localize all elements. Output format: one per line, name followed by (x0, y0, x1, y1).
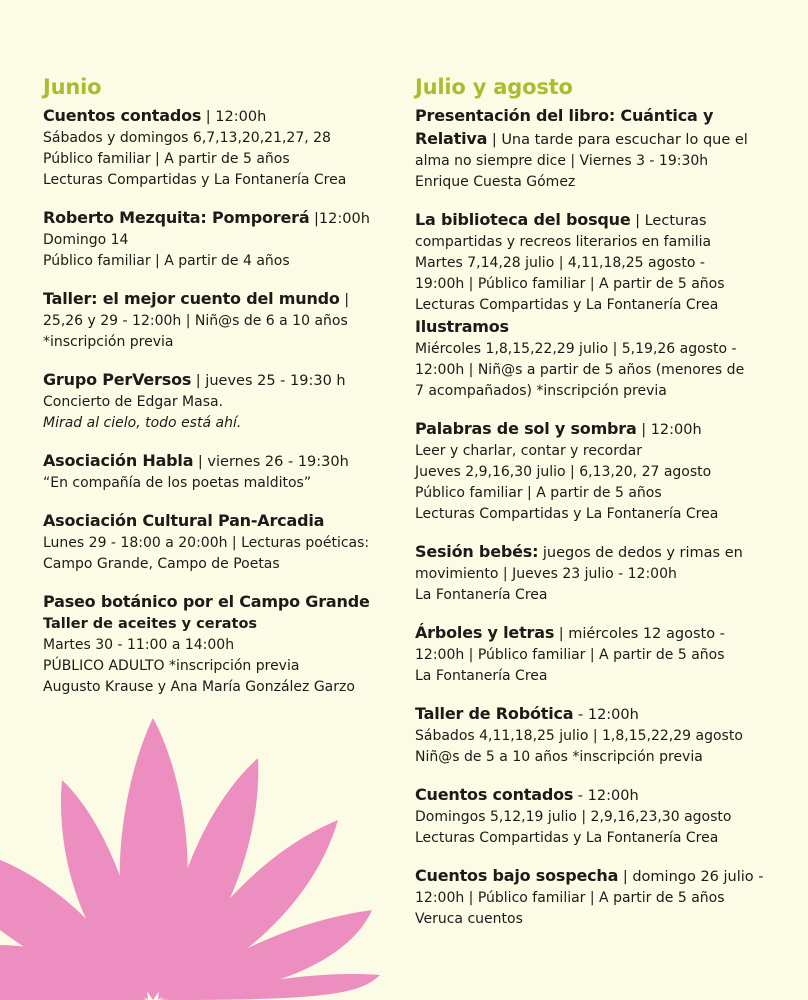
june-heading: Junio (43, 75, 102, 99)
event-line: Martes 7,14,28 julio | 4,11,18,25 agosto - (415, 255, 705, 271)
event-summer-3 (415, 418, 785, 525)
event-title: Asociación Cultural Pan-Arcadia (43, 511, 325, 530)
event-line: Domingos 5,12,19 julio | 2,9,16,23,30 agosto (415, 809, 732, 825)
event-info: | 12:00h (636, 422, 702, 438)
event-summer-2 (415, 316, 785, 402)
event-line: Lecturas Compartidas y La Fontanería Crea (415, 506, 719, 522)
event-title: Taller: el mejor cuento del mundo (43, 289, 340, 308)
event-title: Roberto Mezquita: Pomporerá (43, 208, 310, 227)
event-info: | Una tarde para escuchar lo que el (487, 132, 748, 148)
event-summer-4 (415, 541, 785, 606)
event-info: | (339, 292, 350, 308)
summer-column (415, 72, 785, 946)
event-title: Sesión bebés: (415, 542, 539, 561)
event-line: 12:00h | Público familiar | A partir de 5 años (415, 647, 725, 663)
event-subtitle: Taller de aceites y ceratos (43, 616, 258, 632)
event-title: Presentación del libro: Cuántica y (415, 106, 714, 125)
event-summer-6 (415, 703, 785, 768)
event-info: - 12:00h (573, 788, 639, 804)
event-line: Campo Grande, Campo de Poetas (43, 556, 280, 572)
event-summer-1 (415, 209, 785, 316)
event-info: | 12:00h (201, 109, 267, 125)
event-title: Asociación Habla (43, 451, 194, 470)
event-title: Cuentos bajo sospecha (415, 866, 619, 885)
event-june-1 (43, 207, 393, 272)
event-title: Cuentos contados (43, 106, 202, 125)
event-line: Lecturas Compartidas y La Fontanería Crea (415, 297, 719, 313)
event-info: | domingo 26 julio - (618, 869, 764, 885)
event-line: Miércoles 1,8,15,22,29 julio | 5,19,26 agosto - (415, 341, 737, 357)
event-line: 12:00h | Niñ@s a partir de 5 años (menores de (415, 362, 745, 378)
event-line: Lecturas Compartidas y La Fontanería Crea (43, 172, 347, 188)
event-line: Domingo 14 (43, 232, 129, 248)
event-info: |12:00h (309, 211, 370, 227)
event-info: | jueves 25 - 19:30 h (191, 373, 346, 389)
event-summer-5 (415, 622, 785, 687)
event-title: Cuentos contados (415, 785, 574, 804)
event-line: Leer y charlar, contar y recordar (415, 443, 642, 459)
event-line: Veruca cuentos (415, 911, 523, 927)
event-june-2 (43, 288, 393, 353)
event-june-6 (43, 591, 393, 698)
event-title: Grupo PerVersos (43, 370, 192, 389)
event-info: juegos de dedos y rimas en (538, 545, 743, 561)
event-title: Árboles y letras (415, 623, 555, 642)
event-line: Jueves 2,9,16,30 julio | 6,13,20, 27 agosto (415, 464, 712, 480)
event-line: Concierto de Edgar Masa. (43, 394, 224, 410)
event-line: La Fontanería Crea (415, 668, 548, 684)
event-info: | miércoles 12 agosto - (554, 626, 725, 642)
event-info: | Lecturas (630, 213, 707, 229)
event-line: movimiento | Jueves 23 julio - 12:00h (415, 566, 677, 582)
event-line: Sábados y domingos 6,7,13,20,21,27, 28 (43, 130, 331, 146)
event-line: *inscripción previa (43, 334, 174, 350)
event-title: Paseo botánico por el Campo Grande (43, 592, 370, 611)
event-info: | viernes 26 - 19:30h (193, 454, 349, 470)
event-june-0 (43, 105, 393, 191)
event-line: 12:00h | Público familiar | A partir de 5 años (415, 890, 725, 906)
event-info: - 12:00h (573, 707, 639, 723)
event-line: La Fontanería Crea (415, 587, 548, 603)
event-title: Ilustramos (415, 317, 509, 336)
event-line: 19:00h | Público familiar | A partir de 5 años (415, 276, 725, 292)
event-june-3 (43, 369, 393, 434)
event-line: alma no siempre dice | Viernes 3 - 19:30h (415, 153, 709, 169)
event-line: Sábados 4,11,18,25 julio | 1,8,15,22,29 agosto (415, 728, 743, 744)
event-title: Taller de Robótica (415, 704, 574, 723)
event-line: Público familiar | A partir de 5 años (415, 485, 662, 501)
event-line: Público familiar | A partir de 4 años (43, 253, 290, 269)
event-summer-0 (415, 105, 785, 193)
event-line: PÚBLICO ADULTO *inscripción previa (43, 658, 300, 674)
event-line: Enrique Cuesta Gómez (415, 174, 576, 190)
june-column (43, 72, 393, 714)
event-summer-7 (415, 784, 785, 849)
event-title: Relativa (415, 129, 488, 148)
event-line: 7 acompañados) *inscripción previa (415, 383, 667, 399)
event-line: Augusto Krause y Ana María González Garzo (43, 679, 355, 695)
event-line: Lunes 29 - 18:00 a 20:00h | Lecturas poéticas: (43, 535, 370, 551)
event-title: Palabras de sol y sombra (415, 419, 637, 438)
event-june-4 (43, 450, 393, 494)
event-italic-line: Mirad al cielo, todo está ahí. (43, 415, 242, 431)
summer-heading: Julio y agosto (415, 75, 573, 99)
event-line: Lecturas Compartidas y La Fontanería Crea (415, 830, 719, 846)
event-line: Martes 30 - 11:00 a 14:00h (43, 637, 235, 653)
event-line: compartidas y recreos literarios en familia (415, 234, 712, 250)
event-line: Niñ@s de 5 a 10 años *inscripción previa (415, 749, 703, 765)
event-line: “En compañía de los poetas malditos” (43, 475, 312, 491)
event-summer-8 (415, 865, 785, 930)
event-title: La biblioteca del bosque (415, 210, 631, 229)
event-line: Público familiar | A partir de 5 años (43, 151, 290, 167)
event-line: 25,26 y 29 - 12:00h | Niñ@s de 6 a 10 años (43, 313, 348, 329)
event-june-5 (43, 510, 393, 575)
